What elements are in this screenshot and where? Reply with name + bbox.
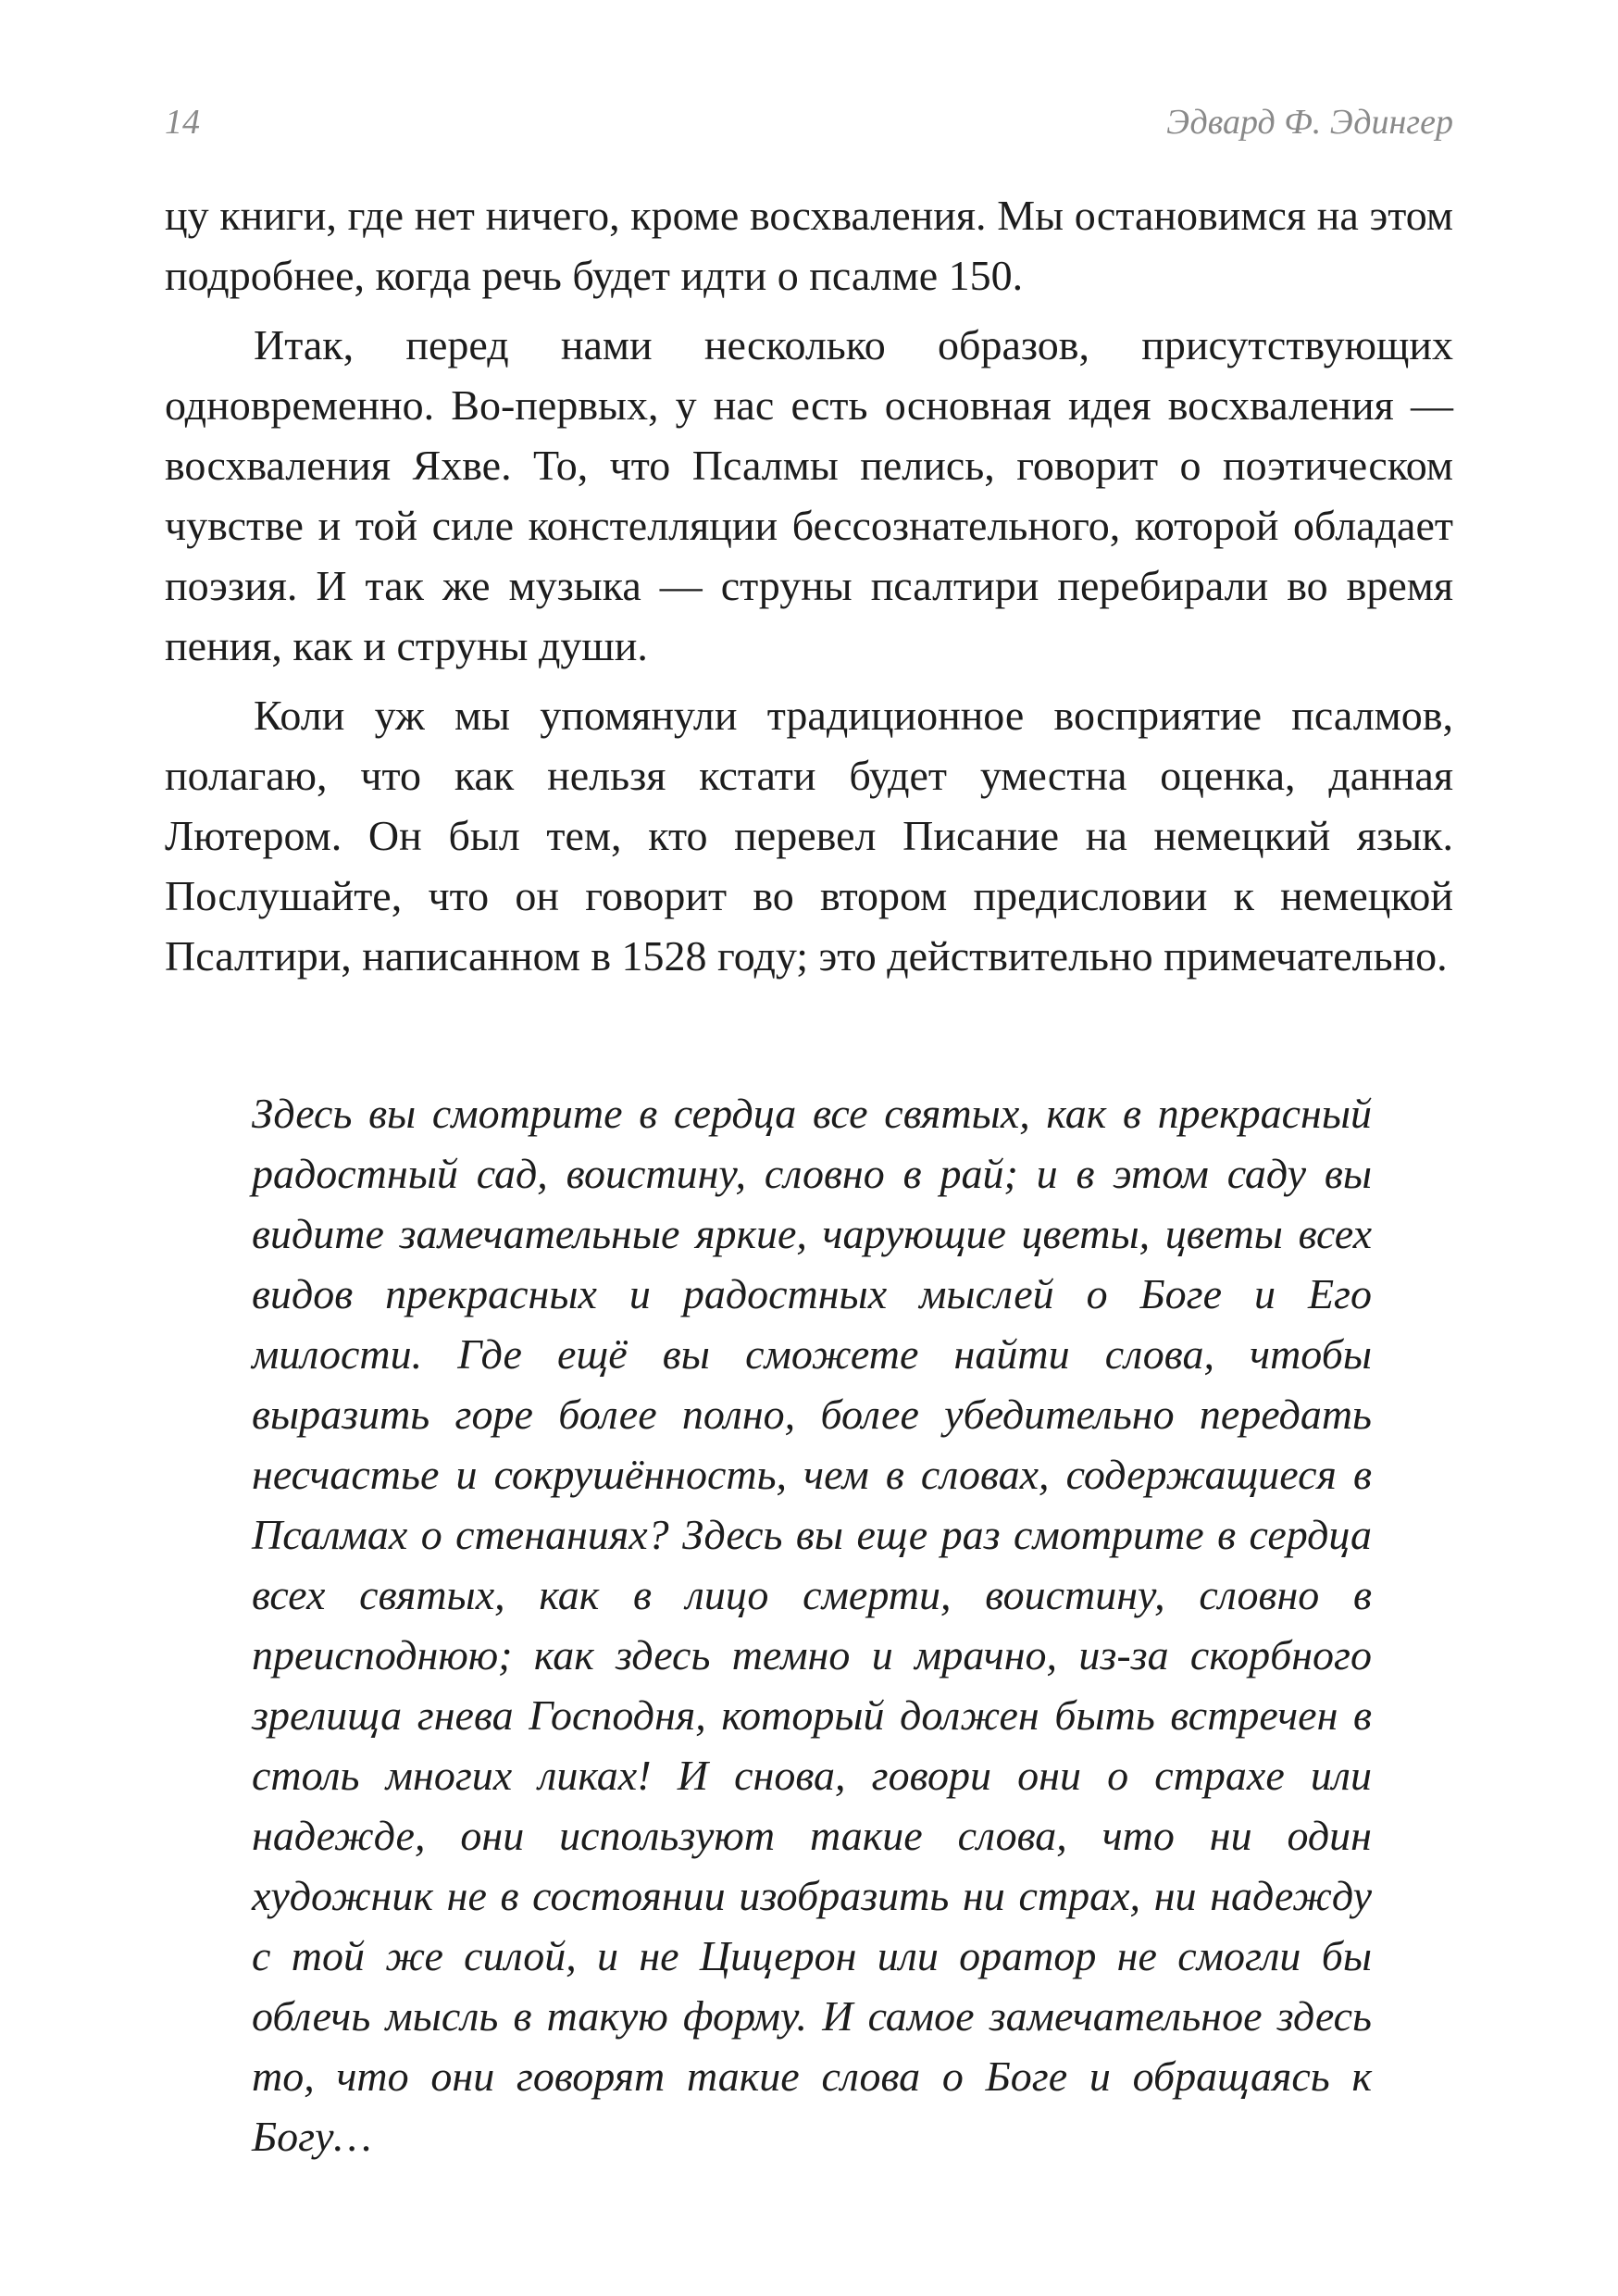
running-title: Эдвард Ф. Эдингер: [1166, 103, 1453, 142]
paragraph: Итак, перед нами несколько образов, присутствующих одновременно. Во-первых, у нас есть основная идея восхваления — восхваления Яхве. То, что Псалмы пелись, говорит о поэтическом чувстве и той силе констелляции бессознательного, которой обладает поэзия. И так же музыка — струны псалтири перебирали во время пения, как и струны души.: [165, 321, 1453, 669]
block-quote: [252, 1083, 1372, 2166]
paragraph-continuation: цу книги, где нет ничего, кроме восхваления. Мы остановимся на этом подробнее, когда речь будет идти о псалме 150.: [165, 192, 1453, 299]
running-head: [165, 102, 1453, 157]
quote-text: Здесь вы смотрите в сердца все святых, как в прекрасный радостный сад, воистину, словно в рай; и в этом саду вы видите замечательные яркие, чарующие цветы, цветы всех видов прекрасных и радостных мыслей о Боге и Его милости. Где ещё вы сможете найти слова, чтобы выразить горе более полно, более убедительно передать несчастье и сокрушённость, чем в словах, содержащиеся в Псалмах о стенаниях? Здесь вы еще раз смотрите в сердца всех святых, как в лицо смерти, воистину, словно в преисподнюю; как здесь темно и мрачно, из-за скорбного зрелища гнева Господня, который должен быть встречен в столь многих ликах! И снова, говори они о страхе или надежде, они используют такие слова, что ни один художник не в состоянии изобразить ни страх, ни надежду с той же силой, и не Цицерон или оратор не смогли бы облечь мысль в такую форму. И самое замечательное здесь то, что они говорят такие слова о Боге и обращаясь к Богу…: [252, 1090, 1372, 2160]
paragraph: Коли уж мы упомянули традиционное восприятие псалмов, полагаю, что как нельзя кстати будет уместна оценка, данная Лютером. Он был тем, кто перевел Писание на немецкий язык. Послушайте, что он говорит во втором предисловии к немецкой Псалтири, написанном в 1528 году; это действительно примечательно.: [165, 692, 1453, 980]
page-number: 14: [165, 103, 200, 142]
body-text: [165, 185, 1453, 986]
